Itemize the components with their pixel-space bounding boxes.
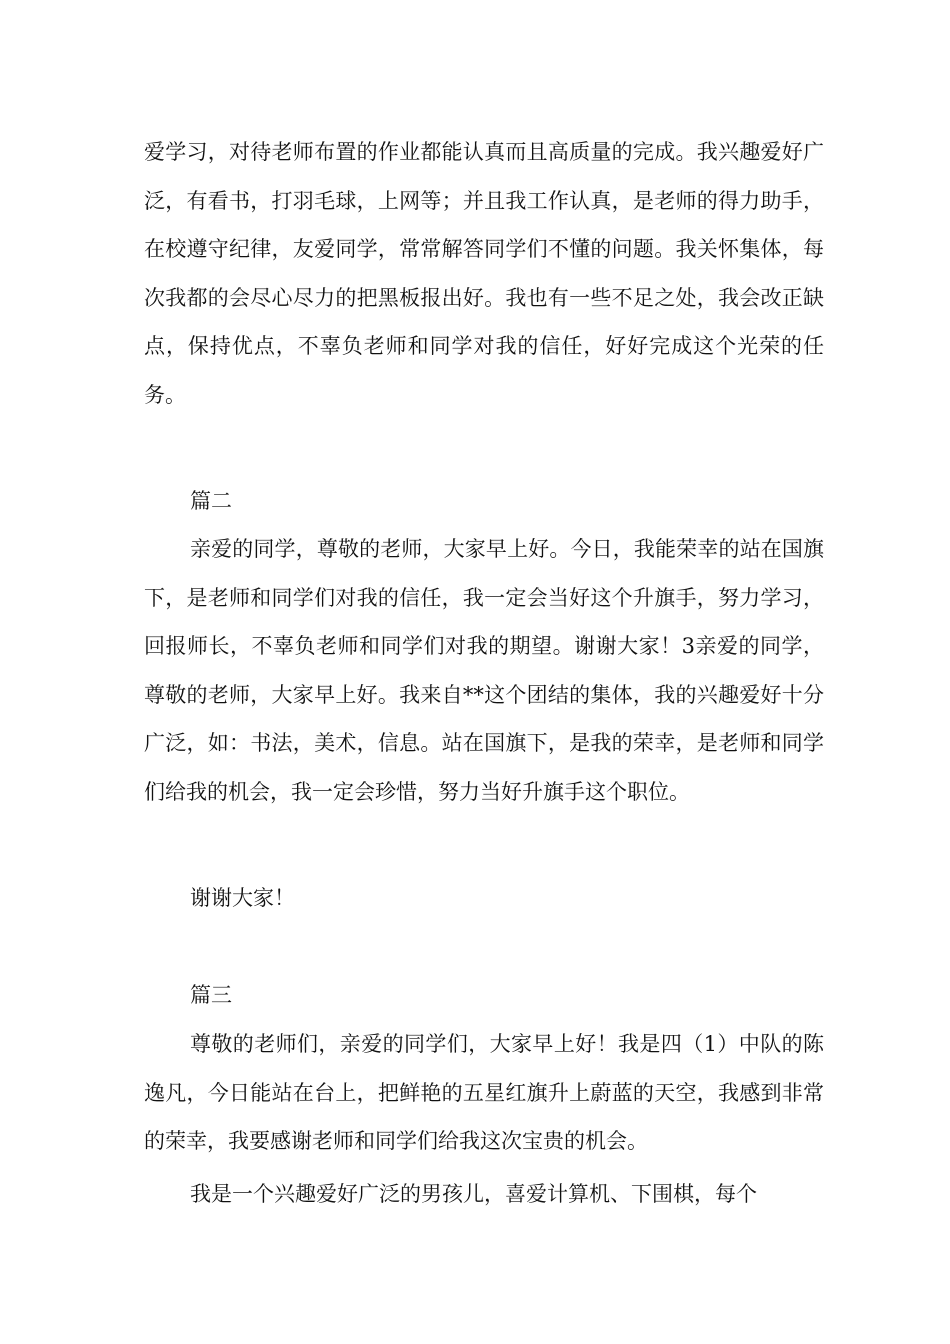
paragraph-thanks: 谢谢大家！	[190, 886, 295, 910]
section-heading-3: 篇三	[190, 983, 232, 1007]
paragraph-section-3-hobbies: 我是一个兴趣爱好广泛的男孩儿，喜爱计算机、下围棋，每个	[190, 1182, 757, 1206]
section-heading-2: 篇二	[190, 489, 232, 513]
paragraph-continuation: 爱学习，对待老师布置的作业都能认真而且高质量的完成。我兴趣爱好广泛，有看书，打羽毛球，上网等；并且我工作认真，是老师的得力助手，在校遵守纪律，友爱同学，常常解答同学们不懂的问题。我关怀集体，每次我都的会尽心尽力的把黑板报出好。我也有一些不足之处，我会改正缺点，保持优点，不辜负老师和同学对我的信任，好好完成这个光荣的任务。	[144, 140, 824, 407]
paragraph-section-2-body: 亲爱的同学，尊敬的老师，大家早上好。今日，我能荣幸的站在国旗下，是老师和同学们对我的信任，我一定会当好这个升旗手，努力学习，回报师长，不辜负老师和同学们对我的期望。谢谢大家！3亲爱的同学，尊敬的老师，大家早上好。我来自**这个团结的集体，我的兴趣爱好十分广泛，如：书法，美术，信息。站在国旗下，是我的荣幸，是老师和同学们给我的机会，我一定会珍惜，努力当好升旗手这个职位。	[144, 537, 824, 804]
paragraph-section-3-intro: 尊敬的老师们，亲爱的同学们，大家早上好！我是四（1）中队的陈逸凡，今日能站在台上，把鲜艳的五星红旗升上蔚蓝的天空，我感到非常的荣幸，我要感谢老师和同学们给我这次宝贵的机会。	[144, 1032, 824, 1153]
